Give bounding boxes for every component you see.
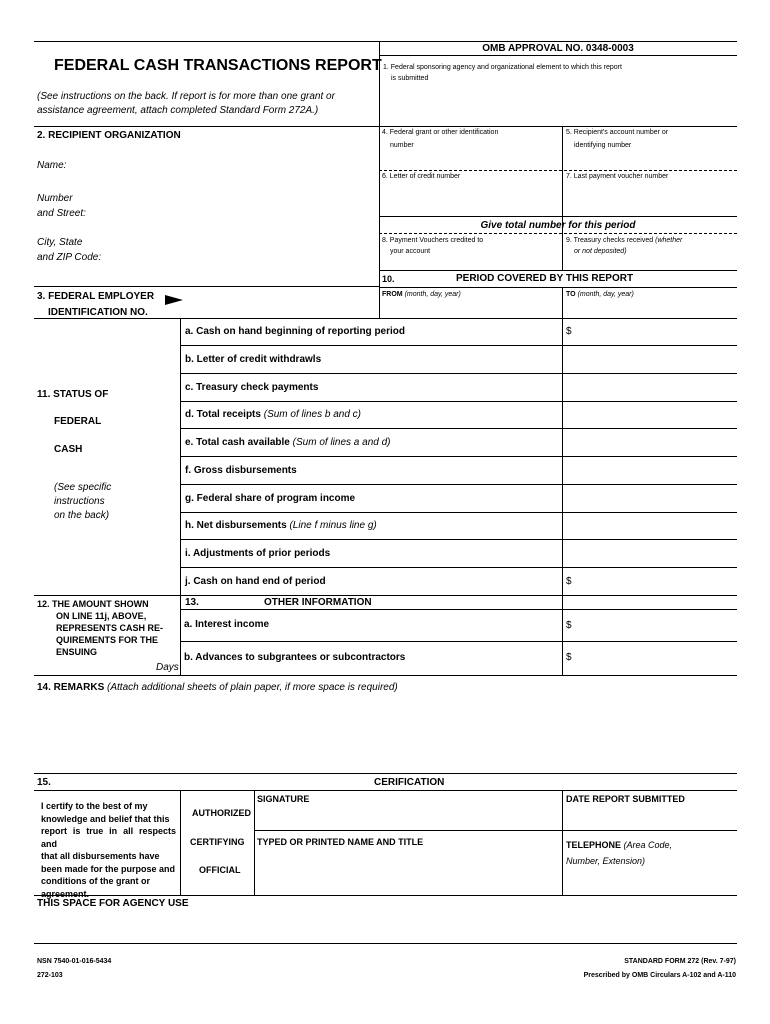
form-title: FEDERAL CASH TRANSACTIONS REPORT: [54, 57, 382, 74]
remarks-heading: 14. REMARKS: [37, 682, 108, 693]
row-d-amount-field[interactable]: [564, 403, 734, 426]
grant-id-field[interactable]: [430, 152, 558, 168]
street-label-line1: Number: [37, 193, 73, 204]
item12-line4: QUIREMENTS FOR THE: [56, 635, 159, 645]
instructions-note: (See instructions on the back. If report is for more than one grant or assistance agreement, attach completed Standard Form 272A.): [37, 91, 335, 116]
signature-label: SIGNATURE: [257, 794, 310, 804]
advances-currency: $: [566, 652, 572, 663]
last-voucher-field[interactable]: [563, 184, 735, 214]
row-j-label: [185, 576, 326, 587]
period-to-label: [566, 291, 634, 298]
item12-days-label: Days: [156, 662, 179, 673]
recipient-street-label: [37, 191, 86, 221]
item9-label: [566, 237, 682, 255]
telephone-area: (Area Code,: [623, 840, 673, 850]
to-label: TO: [566, 291, 576, 298]
item12-line1: 12. THE AMOUNT SHOWN: [37, 599, 149, 609]
give-total-heading: Give total number for this period: [480, 220, 636, 231]
ein-line2: IDENTIFICATION NO.: [48, 307, 148, 318]
item5-label: [566, 129, 668, 149]
row-f-label: [185, 465, 297, 476]
cert-line3: report is true in all respects and: [41, 826, 176, 849]
row-h-label: [185, 520, 377, 531]
row-c-label: [185, 382, 318, 393]
ensuing-days-field[interactable]: [90, 646, 154, 662]
item7-label: 7. Last payment voucher number: [566, 173, 669, 180]
item8-line1: 8. Payment Vouchers credited to: [382, 237, 484, 244]
item6-label: 6. Letter of credit number: [382, 173, 461, 180]
item13-number: 13.: [185, 597, 199, 608]
period-covered-heading: PERIOD COVERED BY THIS REPORT: [456, 273, 634, 284]
date-submitted-field[interactable]: [564, 806, 736, 828]
row-j-amount-field[interactable]: [576, 570, 734, 593]
letter-of-credit-field[interactable]: [380, 184, 560, 214]
remarks-field[interactable]: [36, 698, 736, 770]
row-a-label: [185, 326, 405, 337]
item5-line1: 5. Recipient's account number or: [566, 129, 669, 136]
item10-number: 10.: [382, 274, 395, 284]
row-h-amount-field[interactable]: [564, 514, 734, 537]
cert-line6: conditions of the grant or: [41, 876, 150, 886]
row-b-text: b. Letter of credit withdrawls: [185, 354, 322, 365]
row-g-amount-field[interactable]: [564, 487, 734, 510]
typed-name-label: TYPED OR PRINTED NAME AND TITLE: [257, 837, 424, 847]
form-code: 272-103: [37, 972, 63, 979]
arrow-right-icon: [165, 295, 183, 305]
recipient-city-field[interactable]: [110, 234, 375, 266]
certification-statement: [41, 800, 176, 900]
authorized-label: AUTHORIZED: [192, 808, 251, 818]
from-format: (month, day, year): [404, 291, 461, 298]
item9-line1b: (whether: [655, 237, 683, 244]
ein-label: [37, 289, 154, 321]
item1-line1: 1. Federal sponsoring agency and organizational element to which this report: [383, 64, 622, 71]
date-submitted-label: DATE REPORT SUBMITTED: [566, 794, 685, 804]
cert-line1: I certify to the best of my: [41, 801, 148, 811]
recipient-name-field[interactable]: [80, 156, 375, 178]
period-to-field[interactable]: [563, 300, 735, 316]
cert-number: 15.: [37, 777, 51, 788]
row-b-amount-field[interactable]: [564, 348, 734, 371]
row-e-note: (Sum of lines a and d): [292, 437, 391, 448]
period-from-label: [382, 291, 461, 298]
row-d-note: (Sum of lines b and c): [263, 409, 361, 420]
item4-line2: number: [390, 142, 414, 149]
item9-line2: or not deposited): [574, 248, 627, 255]
item12-line3: REPRESENTS CASH RE-: [56, 623, 164, 633]
row-d-text: d. Total receipts: [185, 409, 264, 420]
row-a-text: a. Cash on hand beginning of reporting period: [185, 326, 405, 337]
signature-field[interactable]: [256, 806, 560, 828]
item12-line2: ON LINE 11j, ABOVE,: [56, 611, 147, 621]
row-h-note: (Line f minus line g): [289, 520, 377, 531]
remarks-label: [37, 682, 398, 693]
cert-line4: that all disbursements have: [41, 851, 160, 861]
advances-field[interactable]: [576, 644, 734, 672]
advances-label: b. Advances to subgrantees or subcontractors: [184, 652, 406, 663]
interest-income-label: a. Interest income: [184, 619, 270, 630]
from-label: FROM: [382, 291, 403, 298]
row-j-text: j. Cash on hand end of period: [185, 576, 326, 587]
item12-line5: ENSUING: [56, 647, 98, 657]
interest-currency: $: [566, 620, 572, 631]
recipient-org-heading: 2. RECIPIENT ORGANIZATION: [37, 130, 181, 141]
agency-use-label: THIS SPACE FOR AGENCY USE: [37, 898, 189, 909]
official-label: OFFICIAL: [199, 865, 241, 875]
row-a-currency: $: [566, 326, 572, 337]
row-e-label: [185, 437, 390, 448]
item8-line2: your account: [390, 248, 431, 255]
row-a-amount-field[interactable]: [576, 320, 734, 343]
city-label-line1: City, State: [37, 237, 83, 248]
item4-label: [382, 129, 498, 149]
ein-field[interactable]: [190, 290, 375, 316]
omb-approval-number: OMB APPROVAL NO. 0348-0003: [482, 43, 634, 54]
row-h-text: h. Net disbursements: [185, 520, 290, 531]
item4-line1: 4. Federal grant or other identification: [382, 129, 499, 136]
telephone-field[interactable]: [564, 868, 736, 893]
typed-name-field[interactable]: [256, 850, 560, 893]
cert-line2: knowledge and belief that this: [41, 813, 170, 824]
status-note: [54, 481, 111, 523]
footer-left: [37, 955, 111, 983]
row-i-amount-field[interactable]: [564, 542, 734, 565]
recipient-street-field[interactable]: [100, 190, 375, 222]
telephone-heading: TELEPHONE: [566, 840, 624, 850]
row-i-text: i. Adjustments of prior periods: [185, 548, 331, 559]
item1-line2: is submitted: [391, 75, 429, 82]
row-j-currency: $: [566, 576, 572, 587]
nsn-number: NSN 7540-01-016-5434: [37, 958, 112, 965]
certifying-label: CERTIFYING: [190, 837, 245, 847]
prescribed-by: Prescribed by OMB Circulars A-102 and A-110: [583, 972, 736, 979]
recipient-city-label: [37, 235, 101, 265]
row-c-amount-field[interactable]: [564, 376, 734, 399]
city-label-line2: and ZIP Code:: [37, 252, 102, 263]
sponsoring-agency-field[interactable]: [380, 88, 736, 124]
item8-label: [382, 237, 483, 255]
item5-line2: identifying number: [574, 142, 632, 149]
street-label-line2: and Street:: [37, 208, 86, 219]
status-federal: FEDERAL: [54, 416, 102, 427]
row-c-text: c. Treasury check payments: [185, 382, 319, 393]
row-e-text: e. Total cash available: [185, 437, 293, 448]
ein-line1: 3. FEDERAL EMPLOYER: [37, 291, 155, 302]
status-heading: 11. STATUS OF: [37, 389, 109, 400]
item9-line1a: 9. Treasury checks received: [566, 237, 654, 244]
telephone-label: [566, 837, 672, 869]
row-i-label: [185, 548, 330, 559]
recipient-account-field[interactable]: [640, 152, 735, 168]
cert-line7: agreement.: [41, 888, 90, 899]
item1-label: [383, 64, 622, 82]
row-f-amount-field[interactable]: [564, 459, 734, 482]
status-note-line1: (See specific: [54, 482, 112, 493]
row-e-amount-field[interactable]: [564, 431, 734, 454]
remarks-note: (Attach additional sheets of plain paper, if more space is required): [107, 682, 398, 693]
interest-income-field[interactable]: [576, 612, 734, 638]
row-g-label: [185, 493, 355, 504]
to-format: (month, day, year): [577, 291, 634, 298]
cert-line5: been made for the purpose and: [41, 863, 176, 874]
standard-form-number: STANDARD FORM 272 (Rev. 7-97): [624, 958, 736, 965]
period-from-field[interactable]: [380, 300, 560, 316]
footer-right: [584, 955, 736, 983]
row-f-text: f. Gross disbursements: [185, 465, 297, 476]
other-info-heading: OTHER INFORMATION: [264, 597, 372, 608]
recipient-name-label: Name:: [37, 160, 67, 171]
row-d-label: [185, 409, 361, 420]
status-cash: CASH: [54, 444, 83, 455]
row-b-label: [185, 354, 321, 365]
status-note-line3: on the back): [54, 510, 110, 521]
certification-heading: CERIFICATION: [374, 777, 445, 788]
row-g-text: g. Federal share of program income: [185, 493, 356, 504]
status-note-line2: instructions: [54, 496, 105, 507]
telephone-number-note: Number, Extension): [566, 856, 646, 866]
